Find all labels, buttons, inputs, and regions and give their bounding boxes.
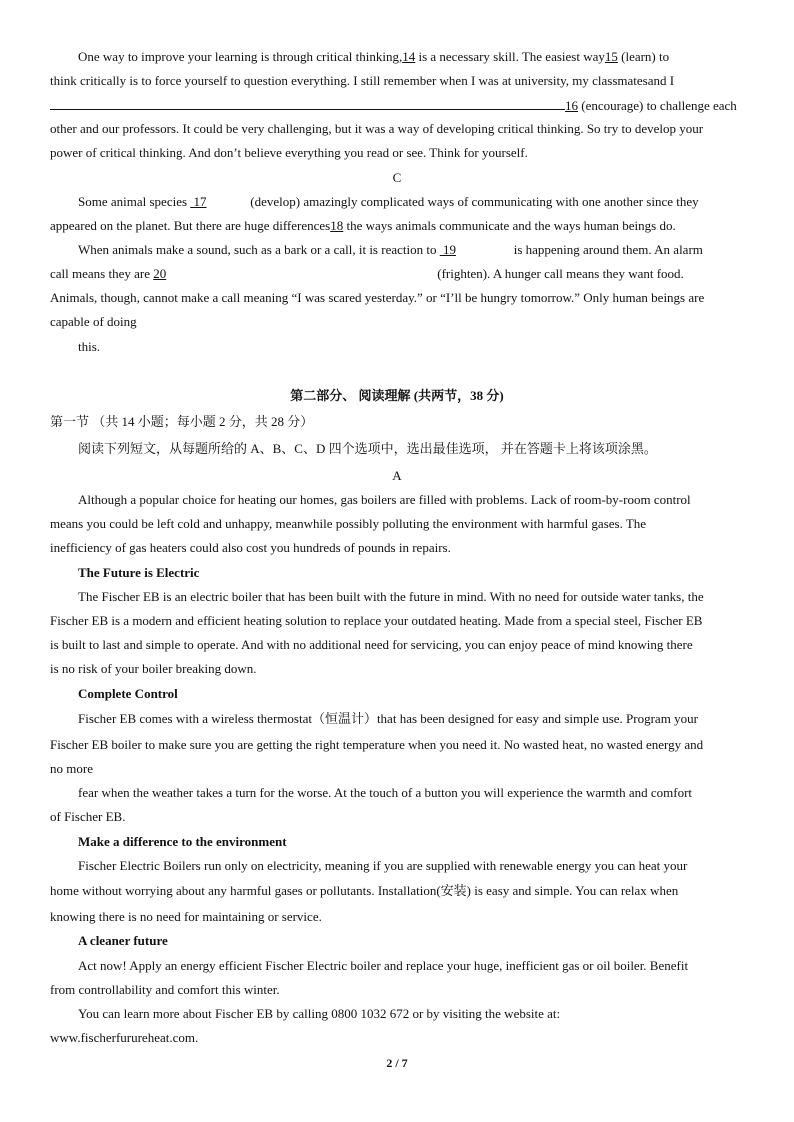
blank-16: 16 <box>565 98 578 113</box>
section-title: 第一节 （共 14 小题；每小题 2 分，共 28 分） <box>50 414 314 429</box>
passage-line: Act now! Apply an energy efficient Fischer Electric boiler and replace your huge, inefficient gas or oil boiler. Benefit <box>78 958 689 973</box>
passage-line: When animals make a sound, such as a bark or a call, it is reaction to 19 is happening around them. An alarm <box>78 242 703 257</box>
passage-line: The Fischer EB is an electric boiler that has been built with the future in mind. With no need for outside water tanks, the <box>78 589 704 604</box>
passage-line: Fischer EB boiler to make sure you are getting the right temperature when you need it. No wasted heat, no wasted energy and <box>50 737 704 752</box>
passage-line: knowing there is no need for maintaining or service. <box>50 909 322 924</box>
passage-line: capable of doing <box>50 314 137 329</box>
website-text: www.fischerfurureheat.com. <box>50 1030 199 1045</box>
blank-line-16 <box>50 97 565 110</box>
passage-line: Fischer EB is a modern and efficient heating solution to replace your outdated heating. Made from a special steel, Fischer EB <box>50 613 703 628</box>
blank-18: 18 <box>330 218 344 233</box>
instructions: 阅读下列短文，从每题所给的 A、B、C、D 四个选项中，选出最佳选项， 并在答题卡上将该项涂黑。 <box>78 441 657 456</box>
passage-line: appeared on the planet. But there are huge differences18 the ways animals communicate and the ways human beings do. <box>50 218 676 233</box>
page-number: 2 / 7 <box>386 1056 408 1070</box>
passage-line: 16 (encourage) to challenge each <box>50 97 737 114</box>
article-subheading: Make a difference to the environment <box>78 834 287 849</box>
passage-line: fear when the weather takes a turn for the worse. At the touch of a button you will experience the warmth and comfort <box>78 785 693 800</box>
passage-line: of Fischer EB. <box>50 809 126 824</box>
section-heading: C <box>392 170 402 185</box>
passage-line: means you could be left cold and unhappy, meanwhile possibly polluting the environment with harmful gases. The <box>50 516 647 531</box>
blank-19: 19 <box>442 242 456 257</box>
blank-14: 14 <box>402 49 416 64</box>
section-heading: A <box>392 468 402 483</box>
article-subheading: A cleaner future <box>78 933 168 948</box>
passage-line: no more <box>50 761 93 776</box>
passage-line: think critically is to force yourself to question everything. I still remember when I was at university, my classmatesand I <box>50 73 675 88</box>
passage-line: Although a popular choice for heating our homes, gas boilers are filled with problems. Lack of room-by-room control <box>78 492 691 507</box>
blank-17: 17 <box>193 194 207 209</box>
article-subheading: The Future is Electric <box>78 565 200 580</box>
passage-line: inefficiency of gas heaters could also cost you hundreds of pounds in repairs. <box>50 540 451 555</box>
passage-line: You can learn more about Fischer EB by calling 0800 1032 672 or by visiting the website at: <box>78 1006 561 1021</box>
passage-line: this. <box>78 339 101 354</box>
passage-line: from controllability and comfort this winter. <box>50 982 280 997</box>
passage-line: Animals, though, cannot make a call meaning “I was scared yesterday.” or “I’ll be hungry tomorrow.” Only human beings are <box>50 290 705 305</box>
passage-line: home without worrying about any harmful gases or pollutants. Installation(安装) is easy and simple. You can relax when <box>50 883 679 898</box>
passage-line: One way to improve your learning is through critical thinking,14 is a necessary skill. The easiest way15 (learn) to <box>78 49 670 64</box>
part-title: 第二部分、 阅读理解 (共两节，38 分) <box>290 388 504 403</box>
passage-line: other and our professors. It could be very challenging, but it was a way of developing critical thinking. So try to develop your <box>50 121 704 136</box>
passage-line: call means they are 20 (frighten). A hunger call means they want food. <box>50 266 684 281</box>
passage-line: Fischer Electric Boilers run only on electricity, meaning if you are supplied with renewable energy you can heat your <box>78 858 688 873</box>
passage-line: power of critical thinking. And don’t believe everything you read or see. Think for yourself. <box>50 145 528 160</box>
passage-line: Fischer EB comes with a wireless thermostat（恒温计）that has been designed for easy and simple use. Program your <box>78 711 698 726</box>
passage-line: is built to last and simple to operate. And with no additional need for servicing, you can enjoy peace of mind knowing there <box>50 637 693 652</box>
passage-line: Some animal species 17 (develop) amazingly complicated ways of communicating with one another since they <box>78 194 699 209</box>
blank-15: 15 <box>604 49 618 64</box>
blank-20: 20 <box>153 266 167 281</box>
passage-line: is no risk of your boiler breaking down. <box>50 661 257 676</box>
article-subheading: Complete Control <box>78 686 178 701</box>
